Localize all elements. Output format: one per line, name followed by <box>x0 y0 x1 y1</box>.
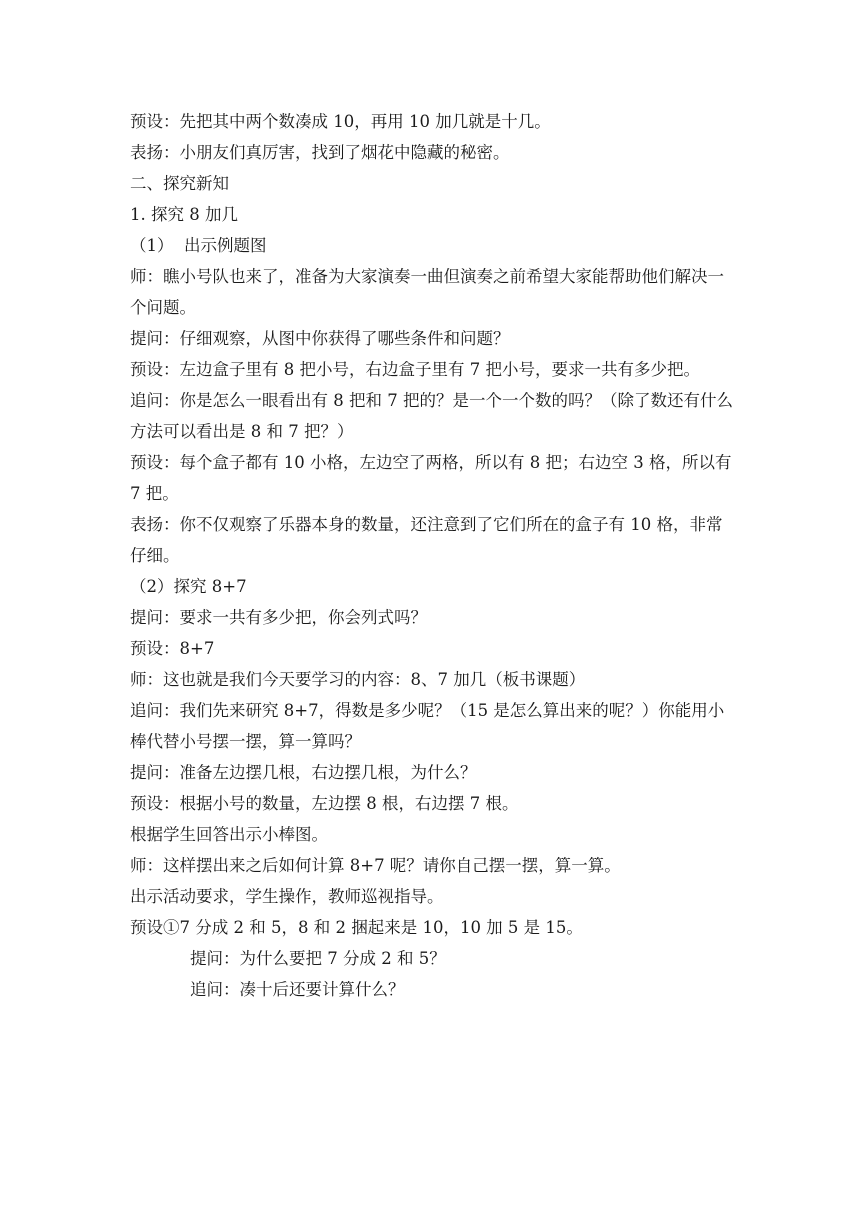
paragraph-show-stick-diagram: 根据学生回答出示小棒图。 <box>130 825 328 844</box>
document-body <box>130 106 735 1005</box>
paragraph-preset-arrange: 预设：根据小号的数量，左边摆 8 根，右边摆 7 根。 <box>130 794 519 813</box>
section-heading-explore: 二、探究新知 <box>130 174 229 193</box>
paragraph-followup-after-ten: 追问：凑十后还要计算什么？ <box>190 980 405 999</box>
paragraph-question-equation: 提问：要求一共有多少把，你会列式吗？ <box>130 608 427 627</box>
paragraph-question-split: 提问：为什么要把 7 分成 2 和 5？ <box>190 949 446 968</box>
paragraph-question-arrange: 提问：准备左边摆几根，右边摆几根，为什么？ <box>130 763 477 782</box>
paragraph-preset-one: 预设①7 分成 2 和 5，8 和 2 捆起来是 10，10 加 5 是 15。 <box>130 918 583 937</box>
paragraph-question-observe: 提问：仔细观察，从图中你获得了哪些条件和问题？ <box>130 329 510 348</box>
paragraph-activity-requirements: 出示活动要求，学生操作，教师巡视指导。 <box>130 887 444 906</box>
paragraph-teacher-topic: 师：这也就是我们今天要学习的内容：8、7 加几（板书课题） <box>130 670 586 689</box>
paragraph-teacher-trumpet-team: 师：瞧小号队也来了，准备为大家演奏一曲但演奏之前希望大家能帮助他们解决一个问题。 <box>130 267 724 317</box>
subsection-heading-8-plus: 1. 探究 8 加几 <box>130 205 238 224</box>
paragraph-praise-fireworks: 表扬：小朋友们真厉害，找到了烟花中隐藏的秘密。 <box>130 143 510 162</box>
step-heading-show-example: （1） 出示例题图 <box>130 236 267 255</box>
paragraph-preset-boxes: 预设：左边盒子里有 8 把小号，右边盒子里有 7 把小号，要求一共有多少把。 <box>130 360 700 379</box>
step-heading-explore-8-plus-7: （2）探究 8+7 <box>130 577 247 596</box>
paragraph-followup-sticks: 追问：我们先来研究 8+7，得数是多少呢？（15 是怎么算出来的呢？）你能用小棒代替小号摆一摆，算一算吗？ <box>130 701 725 751</box>
paragraph-preset-ten-cells: 预设：每个盒子都有 10 小格，左边空了两格，所以有 8 把；右边空 3 格，所以有 7 把。 <box>130 453 737 503</box>
paragraph-teacher-calculate: 师：这样摆出来之后如何计算 8+7 呢？请你自己摆一摆，算一算。 <box>130 856 621 875</box>
paragraph-preset-make-ten: 预设：先把其中两个数凑成 10，再用 10 加几就是十几。 <box>130 112 551 131</box>
paragraph-praise-careful: 表扬：你不仅观察了乐器本身的数量，还注意到了它们所在的盒子有 10 格，非常仔细。 <box>130 515 723 565</box>
paragraph-followup-count: 追问：你是怎么一眼看出有 8 把和 7 把的？是一个一个数的吗？（除了数还有什么方法可以看出是 8 和 7 把？） <box>130 391 733 441</box>
paragraph-preset-equation: 预设：8+7 <box>130 639 215 658</box>
